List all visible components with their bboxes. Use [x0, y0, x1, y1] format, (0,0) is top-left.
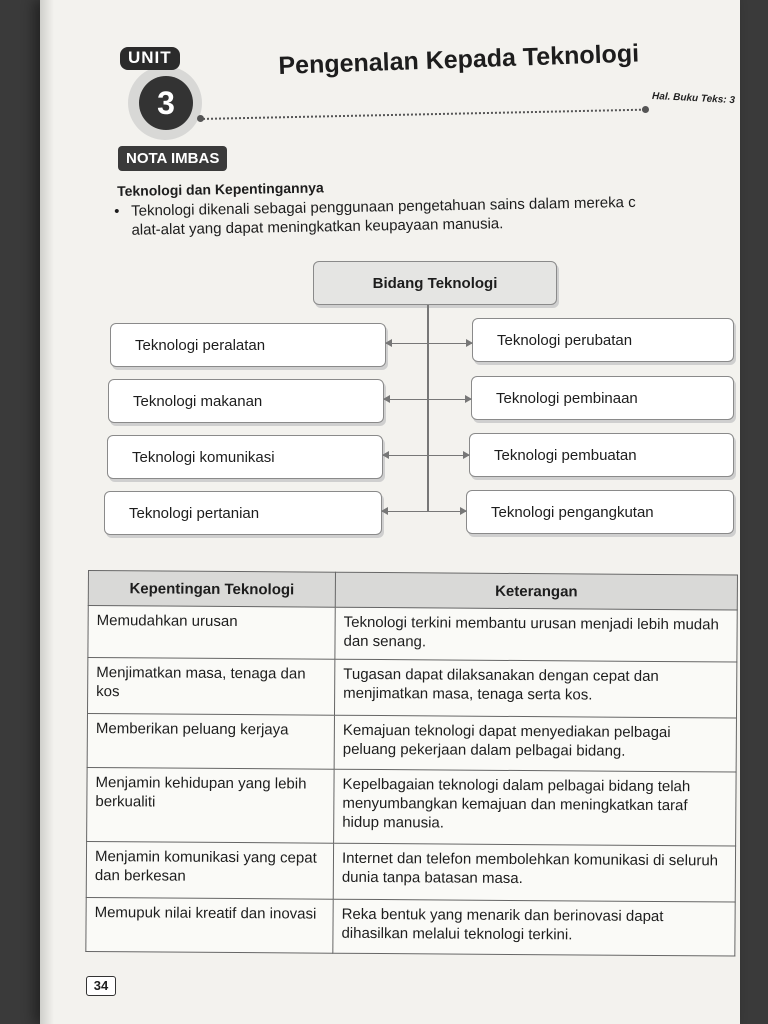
table-header-row — [88, 571, 737, 611]
table-row — [86, 897, 735, 956]
importance-table — [85, 570, 738, 957]
diagram-box-left-3: Teknologi komunikasi — [107, 435, 383, 479]
section-tag: NOTA IMBAS — [118, 146, 227, 171]
diagram-box-right-3: Teknologi pembuatan — [469, 433, 734, 477]
diagram-connector-2 — [384, 399, 471, 400]
diagram-box-left-1: Teknologi peralatan — [110, 323, 386, 367]
table-cell-desc: Kepelbagaian teknologi dalam pelbagai bidang telah menyumbangkan kemajuan dan meningkatkan taraf hidup manusia. — [334, 769, 737, 846]
table-cell-desc: Internet dan telefon membolehkan komunikasi di seluruh dunia tanpa batasan masa. — [333, 843, 735, 902]
diagram-connector-4 — [382, 511, 466, 512]
diagram-center-box: Bidang Teknologi — [313, 261, 557, 305]
table-cell-item: Menjamin kehidupan yang lebih berkualiti — [87, 767, 335, 843]
table-cell-desc: Kemajuan teknologi dapat menyediakan pelbagai peluang pekerjaan dalam pelbagai bidang. — [334, 715, 736, 772]
bullet-line-1: Teknologi dikenali sebagai penggunaan pengetahuan sains dalam mereka c — [131, 193, 636, 220]
table-header-description: Keterangan — [335, 572, 737, 610]
table-cell-item: Memberikan peluang kerjaya — [87, 714, 334, 770]
diagram-connector-1 — [386, 343, 472, 344]
page-title: Pengenalan Kepada Teknologi — [278, 39, 640, 80]
divider-dot-right — [642, 106, 649, 113]
divider-dot-left — [197, 115, 204, 122]
diagram-connector-3 — [383, 455, 469, 456]
table-row — [87, 658, 736, 719]
table-row — [86, 841, 735, 902]
table-cell-item: Menjamin komunikasi yang cepat dan berkesan — [86, 841, 333, 899]
table-cell-item: Memudahkan urusan — [88, 606, 335, 660]
diagram-box-left-2: Teknologi makanan — [108, 379, 384, 423]
table-cell-item: Menjimatkan masa, tenaga dan kos — [87, 658, 334, 716]
diagram-trunk-line — [427, 305, 429, 511]
diagram-box-right-1: Teknologi perubatan — [472, 318, 734, 362]
diagram-box-right-4: Teknologi pengangkutan — [466, 490, 734, 534]
table-cell-desc: Reka bentuk yang menarik dan berinovasi dapat dihasilkan melalui teknologi terkini. — [333, 899, 735, 956]
section-heading: Teknologi dan Kepentingannya — [117, 179, 324, 199]
table-header-importance: Kepentingan Teknologi — [88, 571, 335, 608]
textbook-page-reference: Hal. Buku Teks: 3 — [651, 90, 736, 107]
bullet-dot-icon: • — [114, 202, 120, 220]
table-cell-item: Memupuk nilai kreatif dan inovasi — [86, 897, 333, 953]
page-edge — [40, 0, 54, 1024]
table-cell-desc: Tugasan dapat dilaksanakan dengan cepat dan menjimatkan masa, tenaga serta kos. — [334, 659, 736, 718]
unit-number: 3 — [139, 76, 193, 130]
table-row — [87, 714, 736, 773]
table-row — [87, 767, 737, 846]
unit-label: UNIT — [120, 47, 180, 70]
diagram-box-left-4: Teknologi pertanian — [104, 491, 382, 535]
bullet-line-2: alat-alat yang dapat meningkatkan keupayaan manusia. — [131, 215, 504, 239]
table-cell-desc: Teknologi terkini membantu urusan menjadi lebih mudah dan senang. — [335, 607, 737, 662]
page-number: 34 — [86, 976, 116, 996]
diagram-box-right-2: Teknologi pembinaan — [471, 376, 734, 420]
table-row — [88, 606, 737, 663]
